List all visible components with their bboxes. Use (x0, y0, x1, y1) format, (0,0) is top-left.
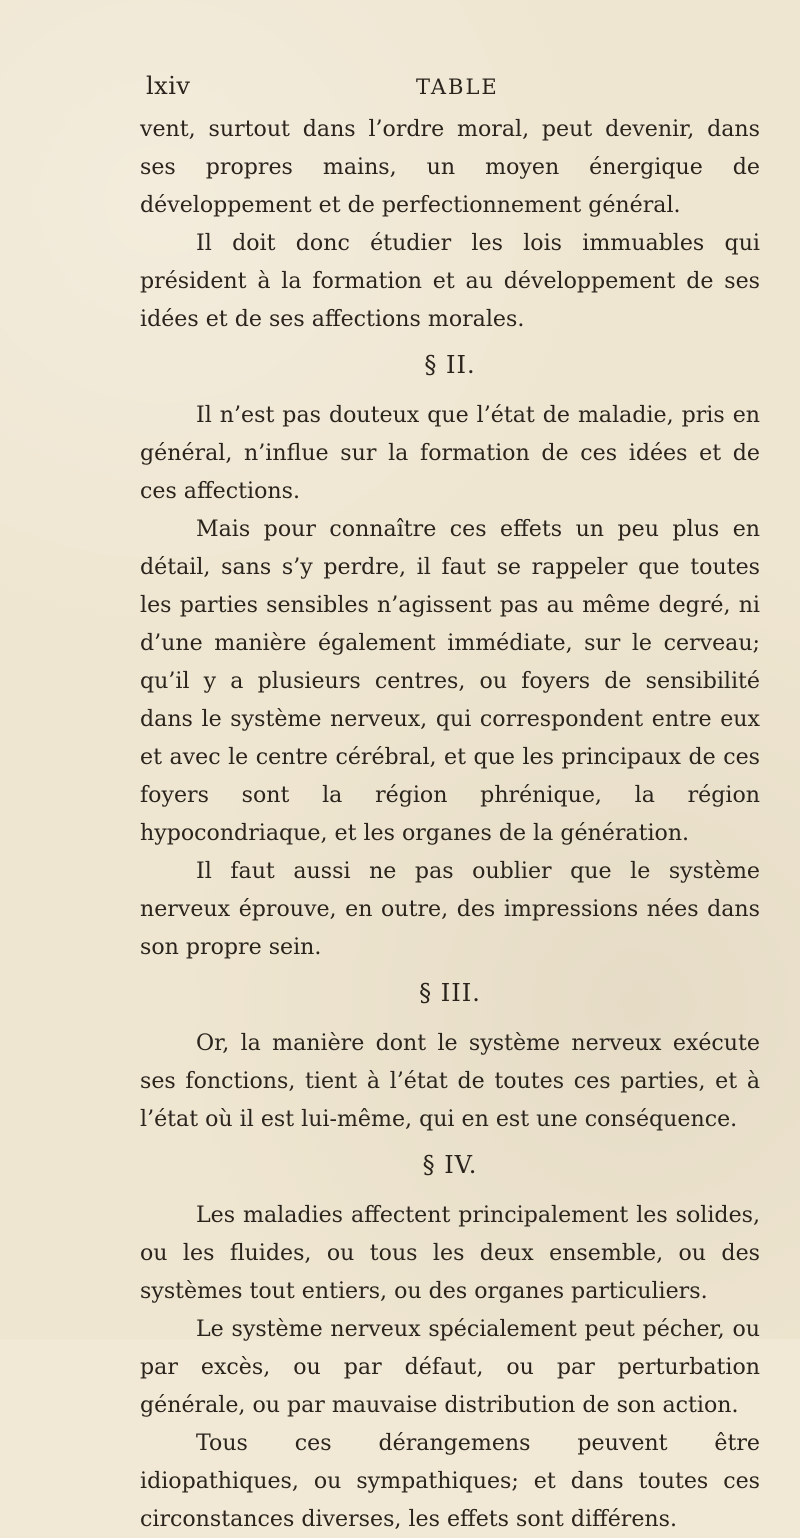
paragraph: Tous ces dérangemens peuvent être idiopathiques, ou sympathiques; et dans toutes ces circonstances diverses, les effets sont différens. (140, 1430, 760, 1532)
running-head (146, 72, 706, 108)
paragraph: Il faut aussi ne pas oublier que le système nerveux éprouve, en outre, des impressions nées dans son propre sein. (140, 858, 760, 960)
section-heading-iii: § III. (419, 979, 481, 1007)
paragraph: Les maladies affectent principalement les solides, ou les fluides, ou tous les deux ensemble, ou des systèmes tout entiers, ou des organes particuliers. (140, 1202, 760, 1304)
paragraph: Il doit donc étudier les lois immuables qui président à la formation et au développement de ses idées et de ses affections morales. (140, 230, 760, 332)
paragraph: Mais pour connaître ces effets un peu plus en détail, sans s’y perdre, il faut se rappeler que toutes les parties sensibles n’agissent pas au même degré, ni d’une manière également immédiate, sur le cerveau; qu’il y a plusieurs centres, ou foyers de sensibilité dans le système nerveux, qui correspondent entre eux et avec le centre cérébral, et que les principaux de ces foyers sont la région phrénique, la région hypocondriaque, et les organes de la génération. (140, 516, 760, 846)
section-heading-iv: § IV. (422, 1151, 478, 1179)
running-title: TABLE (416, 75, 499, 99)
section-heading-ii: § II. (424, 351, 476, 379)
page-number: lxiv (146, 72, 191, 100)
paragraph-continued: vent, surtout dans l’ordre moral, peut devenir, dans ses propres mains, un moyen énergique de développement et de perfectionnement général. (140, 116, 760, 218)
paragraph: Il n’est pas douteux que l’état de maladie, pris en général, n’influe sur la formation de ces idées et de ces affections. (140, 402, 760, 504)
paragraph: Or, la manière dont le système nerveux exécute ses fonctions, tient à l’état de toutes ces parties, et à l’état où il est lui-même, qui en est une conséquence. (140, 1030, 760, 1132)
paragraph: Le système nerveux spécialement peut pécher, ou par excès, ou par défaut, ou par perturbation générale, ou par mauvaise distribution de son action. (140, 1316, 760, 1418)
page-content (140, 110, 760, 1538)
